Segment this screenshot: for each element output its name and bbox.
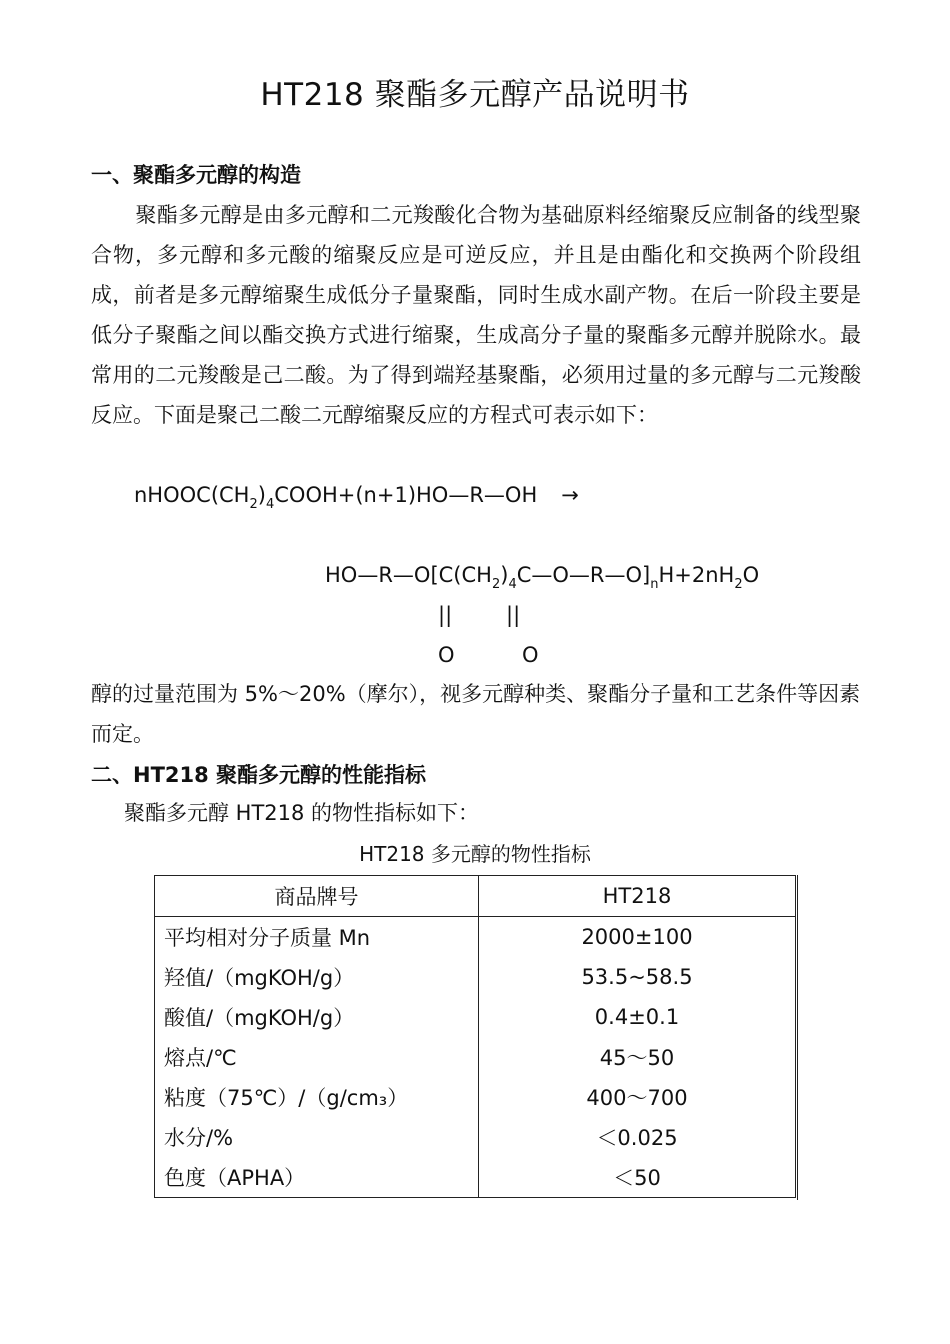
property-name: 熔点/℃ — [155, 1037, 479, 1077]
table-row — [155, 997, 796, 1037]
column-header-product: 商品牌号 — [155, 876, 479, 917]
property-value: 45～50 — [479, 1037, 796, 1077]
property-name: 色度（APHA） — [155, 1157, 479, 1198]
property-value: ＜0.025 — [479, 1117, 796, 1157]
table-right-double-border — [797, 875, 798, 1200]
table-header-row — [155, 876, 796, 917]
section-1-heading: 一、聚酯多元醇的构造 — [91, 163, 301, 187]
properties-table — [154, 875, 796, 1198]
table-row — [155, 1117, 796, 1157]
property-name: 平均相对分子质量 Mn — [155, 917, 479, 958]
property-value: 53.5~58.5 — [479, 957, 796, 997]
property-value: 0.4±0.1 — [479, 997, 796, 1037]
table-row — [155, 1157, 796, 1198]
property-name: 酸值/（mgKOH/g） — [155, 997, 479, 1037]
table-caption: HT218 多元醇的物性指标 — [359, 842, 591, 866]
property-value: 400～700 — [479, 1077, 796, 1117]
carbonyl-oxygen: O — [438, 643, 455, 667]
double-bond-mark: || — [506, 603, 521, 627]
property-name: 羟值/（mgKOH/g） — [155, 957, 479, 997]
table-row — [155, 957, 796, 997]
column-header-ht218: HT218 — [479, 876, 796, 917]
table-row — [155, 1077, 796, 1117]
excess-range-paragraph: 醇的过量范围为 5%～20%（摩尔），视多元醇种类、聚酯分子量和工艺条件等因素而定。 — [91, 682, 861, 746]
double-bond-mark: || — [438, 603, 453, 627]
carbonyl-oxygen: O — [522, 643, 539, 667]
section-2-heading: 二、HT218 聚酯多元醇的性能指标 — [91, 763, 427, 787]
section-1-paragraph-text: 聚酯多元醇是由多元醇和二元羧酸化合物为基础原料经缩聚反应制备的线型聚合物，多元醇和多元酸的缩聚反应是可逆反应，并且是由酯化和交换两个阶段组成，前者是多元醇缩聚生成低分子量聚酯，同时生成水副产物。在后一阶段主要是低分子聚酯之间以酯交换方式进行缩聚，生成高分子量的聚酯多元醇并脱除水。最常用的二元羧酸是己二酸。为了得到端羟基聚酯，必须用过量的多元醇与二元羧酸反应。下面是聚己二酸二元醇缩聚反应的方程式可表示如下： — [91, 203, 861, 427]
reaction-arrow: → — [561, 483, 579, 507]
property-name: 水分/% — [155, 1117, 479, 1157]
section-2-intro: 聚酯多元醇 HT218 的物性指标如下： — [124, 801, 480, 825]
property-value: ＜50 — [479, 1157, 796, 1198]
reaction-equation-products: $HO—R—O[C(CH_2)_4C—O—R—O]_nH+2nH_2O$ — [325, 563, 760, 592]
property-name: 粘度（75℃）/（g/cm₃） — [155, 1077, 479, 1117]
section-1-paragraph — [91, 195, 861, 435]
property-value: 2000±100 — [479, 917, 796, 958]
reaction-equation-reactants: $nHOOC(CH_2)_4COOH+(n+1)HO—R—OH$ → — [134, 483, 579, 512]
document-title: HT218 聚酯多元醇产品说明书 — [260, 77, 690, 113]
table-row — [155, 917, 796, 958]
table-row — [155, 1037, 796, 1077]
